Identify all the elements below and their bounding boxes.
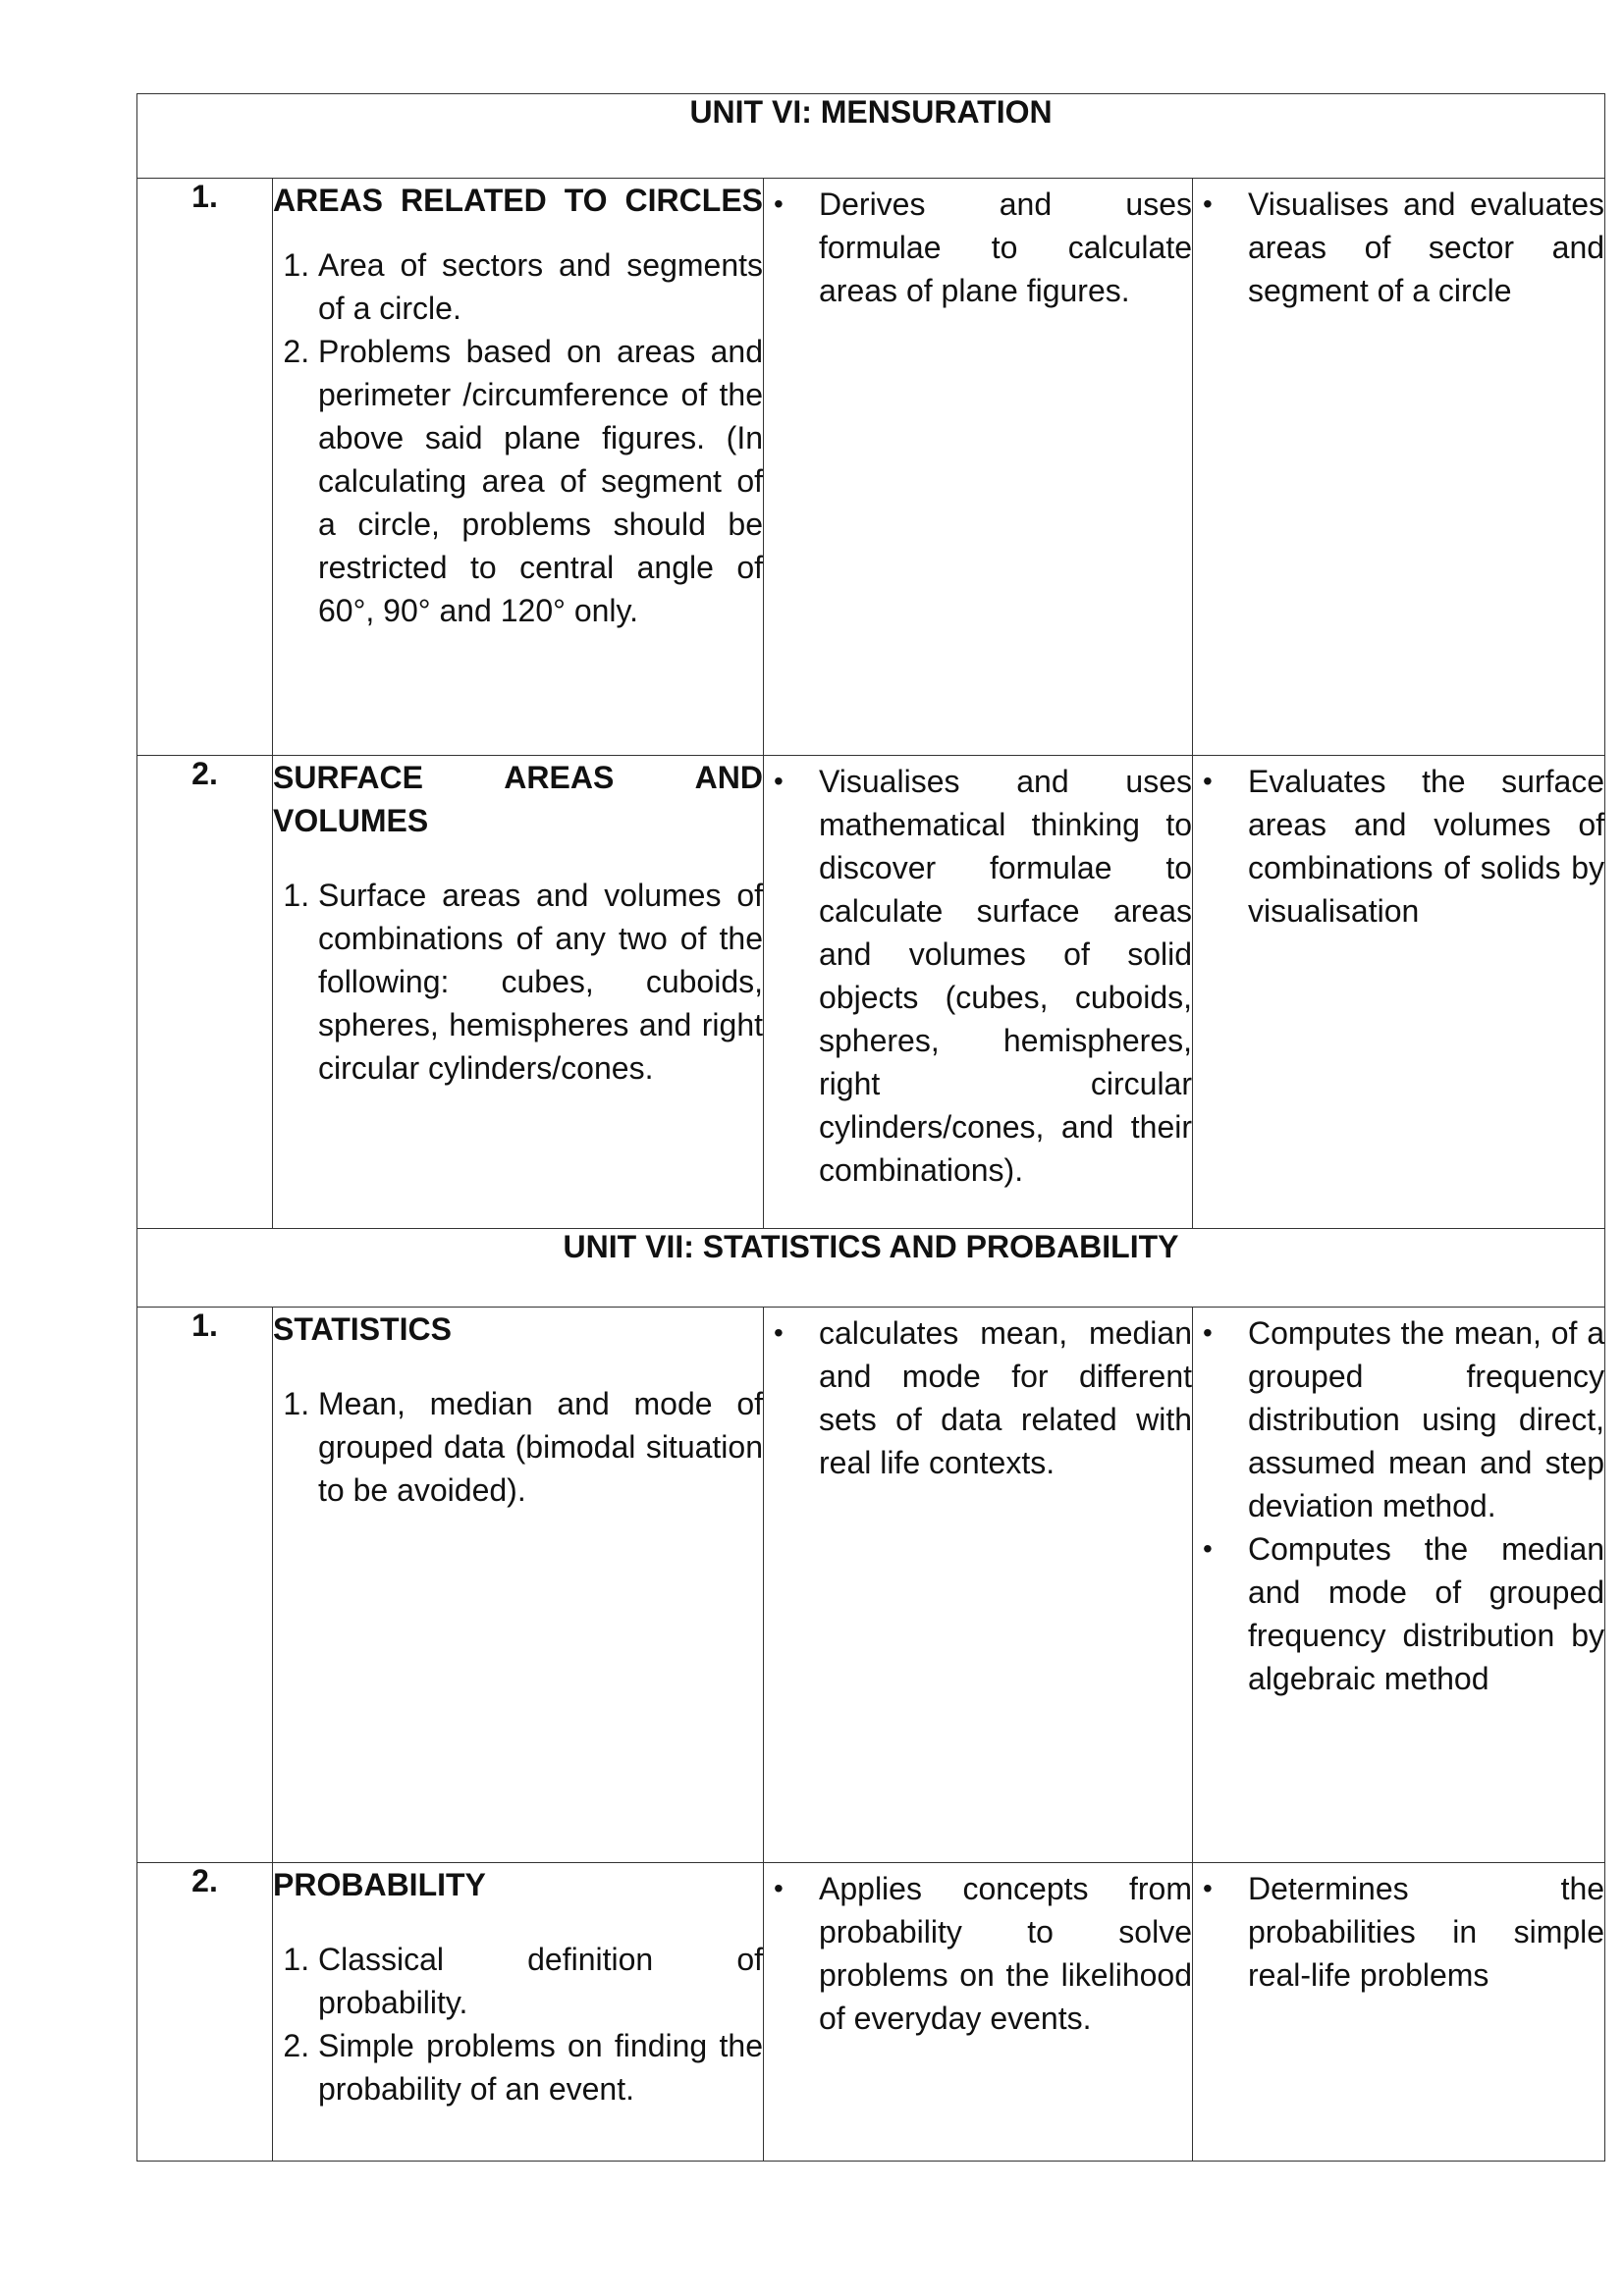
outcome-list bbox=[1193, 1311, 1604, 1700]
unit-heading: UNIT VII: STATISTICS AND PROBABILITY bbox=[137, 1229, 1605, 1308]
outcome-item: • Visualises and evaluates areas of sector and segment of a circle bbox=[1248, 183, 1604, 312]
row-number: 2. bbox=[137, 1863, 273, 2162]
subtopic-list bbox=[273, 874, 763, 1090]
topic-title: SURFACE AREAS AND VOLUMES bbox=[273, 760, 763, 838]
syllabus-page bbox=[136, 93, 1604, 2162]
table-row bbox=[137, 1863, 1605, 2162]
topic-title: PROBABILITY bbox=[273, 1867, 486, 1902]
topic-cell bbox=[273, 1863, 764, 2162]
outcome-cell bbox=[1193, 756, 1605, 1229]
pedagogy-list bbox=[764, 1867, 1192, 2040]
pedagogy-cell bbox=[764, 179, 1193, 756]
unit-heading-row bbox=[137, 1229, 1605, 1308]
table-row bbox=[137, 756, 1605, 1229]
row-number: 1. bbox=[137, 1308, 273, 1863]
pedagogy-cell bbox=[764, 1863, 1193, 2162]
subtopic-item: 1. Classical definition of probability. bbox=[318, 1938, 763, 2024]
subtopic-list bbox=[273, 1382, 763, 1512]
outcome-item: • Computes the mean, of a grouped frequency distribution using direct, assumed mean and step deviation method. bbox=[1248, 1311, 1604, 1527]
unit-heading: UNIT VI: MENSURATION bbox=[137, 94, 1605, 179]
subtopic-list bbox=[273, 1938, 763, 2110]
topic-title: AREAS RELATED TO CIRCLES bbox=[273, 183, 763, 218]
pedagogy-item: • Applies concepts from probability to solve problems on the likelihood of everyday events. bbox=[819, 1867, 1192, 2040]
table-row bbox=[137, 1308, 1605, 1863]
outcome-list bbox=[1193, 760, 1604, 933]
row-number: 1. bbox=[137, 179, 273, 756]
outcome-item: • Evaluates the surface areas and volumes of combinations of solids by visualisation bbox=[1248, 760, 1604, 933]
unit-heading-row bbox=[137, 94, 1605, 179]
subtopic-item: 1. Surface areas and volumes of combinations of any two of the following: cubes, cuboids, spheres, hemispheres and right circular cylinders/cones. bbox=[318, 874, 763, 1090]
pedagogy-item: • calculates mean, median and mode for different sets of data related with real life contexts. bbox=[819, 1311, 1192, 1484]
syllabus-table bbox=[136, 93, 1605, 2162]
pedagogy-item: • Derives and uses formulae to calculate areas of plane figures. bbox=[819, 183, 1192, 312]
pedagogy-list bbox=[764, 1311, 1192, 1484]
outcome-item: • Computes the median and mode of grouped frequency distribution by algebraic method bbox=[1248, 1527, 1604, 1700]
outcome-list bbox=[1193, 183, 1604, 312]
pedagogy-cell bbox=[764, 1308, 1193, 1863]
subtopic-item: 2. Simple problems on finding the probability of an event. bbox=[318, 2024, 763, 2110]
subtopic-list bbox=[273, 243, 763, 632]
topic-cell bbox=[273, 1308, 764, 1863]
row-number: 2. bbox=[137, 756, 273, 1229]
subtopic-item: 1. Area of sectors and segments of a circle. bbox=[318, 243, 763, 330]
outcome-list bbox=[1193, 1867, 1604, 1997]
pedagogy-item: • Visualises and uses mathematical thinking to discover formulae to calculate surface areas and volumes of solid objects (cubes, cuboids, spheres, hemispheres, right circular cylinders/cones, and their combinations). bbox=[819, 760, 1192, 1192]
outcome-cell bbox=[1193, 1308, 1605, 1863]
pedagogy-list bbox=[764, 183, 1192, 312]
outcome-cell bbox=[1193, 1863, 1605, 2162]
table-row bbox=[137, 179, 1605, 756]
subtopic-item: 2. Problems based on areas and perimeter /circumference of the above said plane figures. (In calculating area of segment of a circle, problems should be restricted to central angle of 60°, 90° and 120° only. bbox=[318, 330, 763, 632]
topic-title: STATISTICS bbox=[273, 1311, 452, 1347]
outcome-cell bbox=[1193, 179, 1605, 756]
subtopic-item: 1. Mean, median and mode of grouped data (bimodal situation to be avoided). bbox=[318, 1382, 763, 1512]
topic-cell bbox=[273, 179, 764, 756]
outcome-item: • Determines the probabilities in simple real-life problems bbox=[1248, 1867, 1604, 1997]
pedagogy-list bbox=[764, 760, 1192, 1192]
pedagogy-cell bbox=[764, 756, 1193, 1229]
topic-cell bbox=[273, 756, 764, 1229]
